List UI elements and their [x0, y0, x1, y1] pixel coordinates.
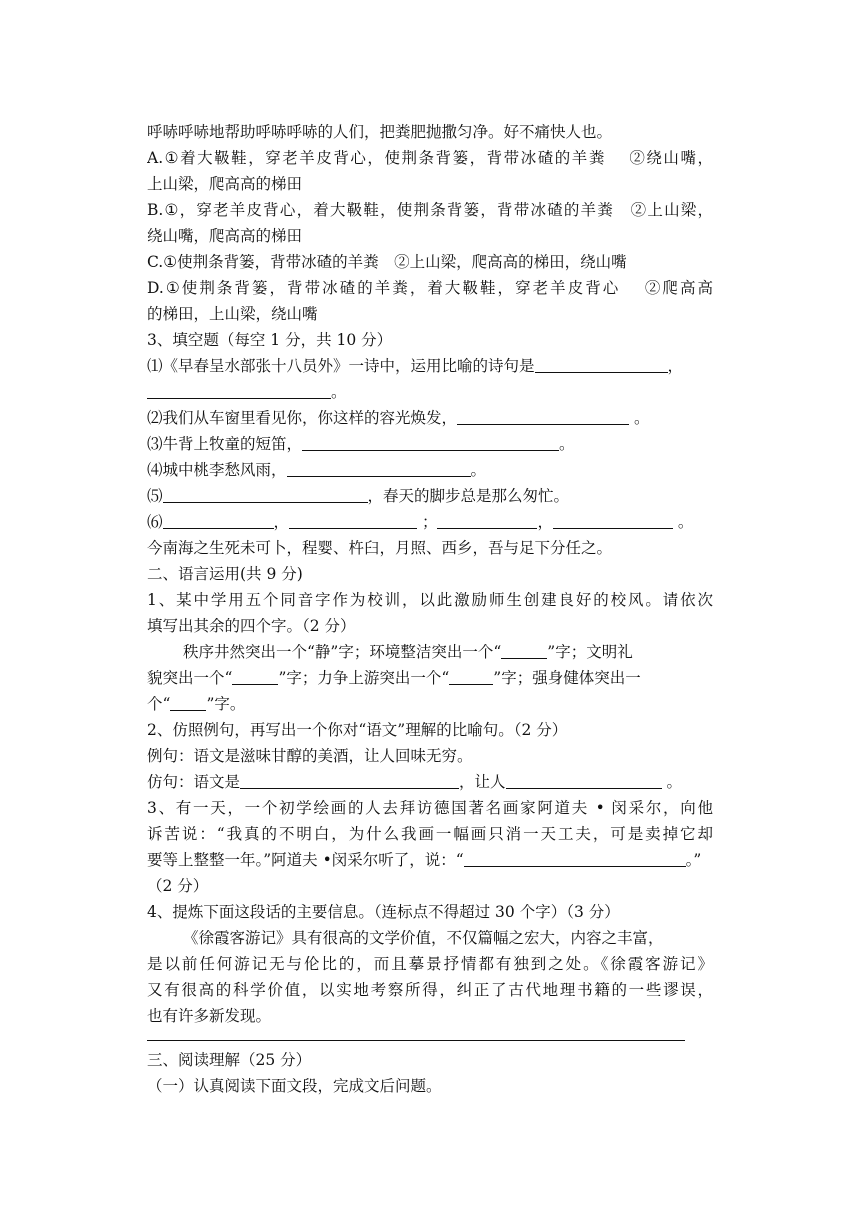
answer-blank[interactable] — [449, 667, 493, 685]
comma: ， — [667, 357, 684, 375]
answer-line[interactable] — [147, 1040, 685, 1041]
fill-item-1-text: ⑴《早春呈水部张十八员外》一诗中，运用比喻的诗句是 — [147, 357, 535, 375]
q1-line1: 1、某中学用五个同音字作为校训，以此激励师生创建良好的校风。请依次 — [147, 591, 713, 609]
fill-item-4 — [147, 457, 713, 483]
option-c-line1: C.①使荆条背篓，背带冰碴的羊粪 ②上山梁，爬高高的梯田，绕山嘴 — [147, 253, 627, 271]
option-a-line2: 上山梁，爬高高的梯田 — [147, 175, 303, 193]
answer-blank[interactable] — [287, 459, 471, 477]
q3-line1: 3、有一天，一个初学绘画的人去拜访德国著名画家阿道夫 • 闵采尔，向他 — [147, 799, 713, 817]
fill-item-5 — [147, 483, 713, 509]
fill-item-3 — [147, 431, 713, 457]
q1-line3 — [183, 639, 713, 665]
fill-item-4-text: ⑷城中桃李愁风雨， — [147, 461, 287, 479]
answer-blank[interactable] — [170, 693, 206, 711]
q3-score: （2 分） — [147, 877, 209, 895]
q4-passage-line2: 是以前任何游记无与伦比的，而且摹景抒情都有独到之处。《徐霞客游记》 — [147, 955, 713, 973]
q4-prompt: 4、提炼下面这段话的主要信息。（连标点不得超过 30 个字）（3 分） — [147, 903, 620, 921]
section-3-subtitle: （一）认真阅读下面文段，完成文后问题。 — [147, 1077, 442, 1095]
q3-text: 要等上整整一年。”阿道夫 •闵采尔听了，说：“ — [147, 851, 464, 869]
fill-item-3-text: ⑶牛背上牧童的短笛， — [147, 435, 303, 453]
q1-text: ”字。 — [206, 695, 246, 713]
answer-blank[interactable] — [232, 667, 278, 685]
fill-item-6-quote: 今南海之生死未可卜，程婴、杵臼，月照、西乡，吾与足下分任之。 — [147, 539, 613, 557]
fill-item-2-text: ⑵我们从车窗里看见你，你这样的容光焕发， — [147, 409, 458, 427]
q1-text: 秩序井然突出一个“静”字；环境整洁突出一个“ — [183, 643, 502, 661]
answer-blank[interactable] — [506, 771, 662, 789]
q4-passage-line1: 《徐霞客游记》具有很高的文学价值，不仅篇幅之宏大，内容之丰富， — [183, 929, 664, 947]
answer-blank[interactable] — [501, 641, 547, 659]
semicolon: ； — [421, 513, 438, 531]
option-b-line2: 绕山嘴，爬高高的梯田 — [147, 227, 303, 245]
answer-blank[interactable] — [457, 407, 629, 425]
passage-line: 呼哧呼哧地帮助呼哧呼哧的人们，把粪肥抛撒匀净。好不痛快人也。 — [147, 123, 613, 141]
answer-blank[interactable] — [535, 355, 668, 373]
q1-line4 — [147, 665, 713, 691]
comma: ， — [537, 513, 553, 531]
period: 。 — [470, 461, 487, 479]
comma: ， — [273, 513, 290, 531]
q1-line5 — [147, 691, 713, 717]
period: 。 — [559, 435, 575, 453]
fill-item-1-cont — [147, 379, 713, 405]
option-b-line1: B.①，穿老羊皮背心，着大靸鞋，使荆条背篓，背带冰碴的羊粪 ②上山梁， — [147, 201, 713, 219]
q2-text: ，让人 — [459, 773, 506, 791]
q3-line2: 诉苦说：“我真的不明白，为什么我画一幅画只消一天工夫，可是卖掉它却 — [147, 825, 713, 843]
q3-line3 — [147, 847, 713, 873]
period: 。 — [673, 513, 694, 531]
answer-blank[interactable] — [147, 381, 331, 399]
q4-passage-line3: 又有很高的科学价值，以实地考察所得，纠正了古代地理书籍的一些谬误， — [147, 981, 713, 999]
q2-prompt: 2、仿照例句，再写出一个你对“语文”理解的比喻句。（2 分） — [147, 721, 568, 739]
answer-blank[interactable] — [437, 511, 537, 529]
q1-text: 貌突出一个“ — [147, 669, 233, 687]
q1-text: 个“ — [147, 695, 171, 713]
option-d-line1: D.①使荆条背篓，背带冰碴的羊粪，着大靸鞋，穿老羊皮背心 ②爬高高 — [147, 279, 713, 297]
answer-blank[interactable] — [553, 511, 673, 529]
fill-item-6 — [147, 509, 713, 535]
q1-text: ”字；文明礼 — [547, 643, 633, 661]
q1-line2: 填写出其余的四个字。（2 分） — [147, 617, 356, 635]
q4-passage-line4: 也有许多新发现。 — [147, 1007, 272, 1025]
answer-blank[interactable] — [464, 849, 686, 867]
option-a-line1: A.①着大靸鞋，穿老羊皮背心，使荆条背篓，背带冰碴的羊粪 ②绕山嘴， — [147, 149, 713, 167]
answer-blank[interactable] — [240, 771, 459, 789]
section-2-title: 二、语言运用(共 9 分) — [147, 565, 303, 583]
q3-text: 。” — [685, 851, 702, 869]
q2-text: 仿句：语文是 — [147, 773, 241, 791]
fill-item-5-label: ⑸ — [147, 487, 163, 505]
fill-item-1 — [147, 353, 713, 379]
section-3-title: 三、阅读理解（25 分） — [147, 1051, 312, 1069]
answer-blank[interactable] — [289, 511, 417, 529]
answer-blank[interactable] — [163, 511, 274, 529]
q2-example: 例句：语文是滋味甘醇的美酒，让人回味无穷。 — [147, 747, 473, 765]
q1-text: ”字；强身健体突出一 — [493, 669, 641, 687]
q1-text: ”字；力争上游突出一个“ — [278, 669, 450, 687]
fill-item-2 — [147, 405, 713, 431]
period: 。 — [331, 383, 347, 401]
fill-item-6-label: ⑹ — [147, 513, 163, 531]
q2-answer-line — [147, 769, 713, 795]
answer-blank[interactable] — [163, 485, 368, 503]
fill-item-5-text: ，春天的脚步总是那么匆忙。 — [367, 487, 570, 505]
fill-blank-title: 3、填空题（每空 1 分，共 10 分） — [147, 331, 393, 349]
period: 。 — [661, 773, 682, 791]
answer-blank[interactable] — [302, 433, 559, 451]
option-d-line2: 的梯田，上山梁，绕山嘴 — [147, 305, 318, 323]
period: 。 — [629, 409, 650, 427]
